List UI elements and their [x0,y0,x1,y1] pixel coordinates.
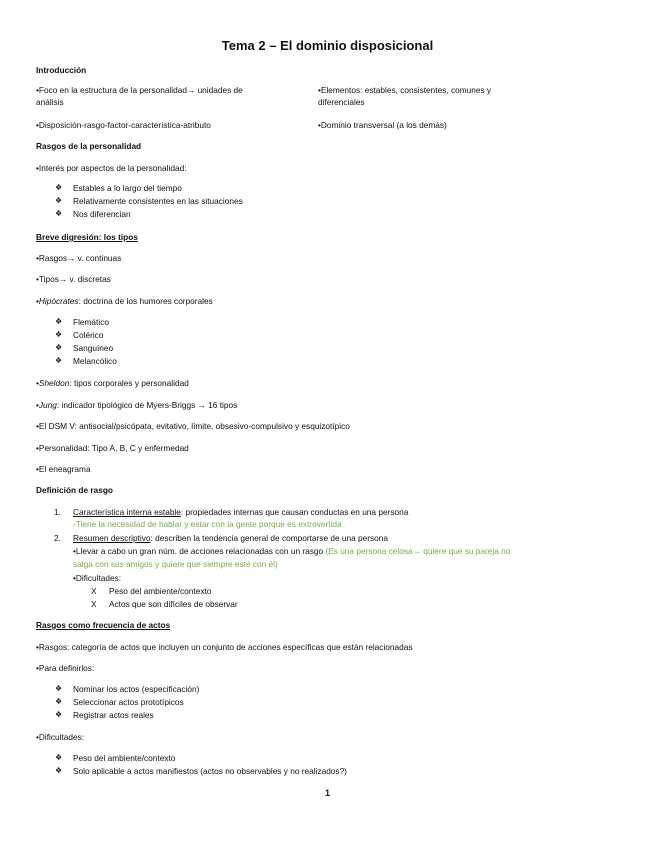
digresion-hipocrates [36,295,213,307]
diamond-icon: ❖ [55,209,63,218]
list-item: Melancólico [73,356,117,366]
frecuencia-para-text: Para definirlos: [38,663,95,673]
definicion-dificultades [73,572,121,584]
digresion-sheldon [36,377,189,389]
arrow-icon: → [197,400,206,410]
bullet-dot: • [36,443,39,453]
bullet-dot: • [36,464,39,474]
diamond-icon: ❖ [55,753,63,762]
digresion-jung [36,399,237,411]
section-heading-definicion: Definición de rasgo [36,485,113,495]
digresion-tipos-text-2: v. discretas [67,274,111,284]
bullet-dot: • [36,296,39,306]
resumen-term: Resumen descriptivo [73,533,151,543]
bullet-dot: • [73,573,76,583]
list-item: Peso del ambiente/contexto [73,753,176,763]
arrow-icon: → [412,546,421,556]
bullet-dot: • [36,120,39,130]
diamond-icon: ❖ [55,684,63,693]
resumen-example-green-cont: salga con sus amigos y quiere que siempre esté con él) [73,559,278,569]
digresion-tipos-text: Tipos [38,274,59,284]
bullet-dot: • [36,85,39,95]
digresion-eneagrama [36,463,91,475]
definicion-resumen [73,532,388,544]
frecuencia-para [36,662,94,674]
list-item: Actos que son difíciles de observar [109,599,238,609]
intro-elementos-text: Elementos: estables, consistentes, comunes y [320,85,492,95]
list-item: Peso del ambiente/contexto [109,586,212,596]
x-bullet: X [91,586,97,596]
dsm-text: El DSM V: antisocial/psicópata, evitativo, límite, obsesivo-compulsivo y esquizotípico [38,421,350,431]
section-heading-frecuencia: Rasgos como frecuencia de actos [36,620,171,630]
definicion-caracteristica [73,506,408,518]
list-item: Estables a lo largo del tiempo [73,183,182,193]
intro-foco-cont: análisis [36,97,64,107]
bullet-dot: • [318,85,321,95]
intro-dominio [318,119,447,131]
personalidad-text: Personalidad: Tipo A, B, C y enfermedad [38,443,189,453]
diamond-icon: ❖ [55,317,63,326]
bullet-dot: • [73,546,76,556]
x-bullet: X [91,599,97,609]
intro-foco-text: Foco en la estructura de la personalidad [38,85,187,95]
arrow-icon: → [67,253,76,263]
diamond-icon: ❖ [55,196,63,205]
intro-dominio-text: Dominio transversal (a los demás) [320,120,447,130]
list-number: 1. [54,507,61,517]
section-heading-introduccion: Introducción [36,65,87,75]
digresion-rasgos-text: Rasgos [38,253,68,263]
intro-disposicion [36,119,211,131]
diamond-icon: ❖ [55,183,63,192]
bullet-dot: • [36,400,39,410]
definicion-example-green: -Tiene la necesidad de hablar y estar con la gente porque es extrovertida [73,519,342,529]
sheldon-name: Sheldon [38,378,70,388]
list-item: Nominar los actos (especificación) [73,684,200,694]
frecuencia-dificultades-text: Dificultades: [38,732,85,742]
sheldon-text: : tipos corporales y personalidad [69,378,189,388]
list-item: Solo aplicable a actos manifiestos (actos no observables y no realizados?) [73,766,347,776]
diamond-icon: ❖ [55,343,63,352]
diamond-icon: ❖ [55,766,63,775]
bullet-dot: • [318,120,321,130]
list-item: Flemático [73,317,109,327]
bullet-dot: • [36,253,39,263]
eneagrama-text: El eneagrama [38,464,91,474]
resumen-text: : describen la tendencia general de comportarse de una persona [150,533,389,543]
intro-foco [36,84,243,96]
bullet-dot: • [36,378,39,388]
bullet-dot: • [36,642,39,652]
list-item: Relativamente consistentes en las situaciones [73,196,243,206]
hipocrates-name: Hipócrates [38,296,79,306]
resumen-example-green: (Es una persona celosa [325,546,413,556]
resumen-example-green-2: quiere que su pareja no [420,546,511,556]
bullet-dot: • [36,663,39,673]
frecuencia-dificultades [36,731,84,743]
resumen-sub-text: Llevar a cabo un gran núm. de acciones relacionadas con un rasgo [75,546,326,556]
bullet-dot: • [36,421,39,431]
digresion-personalidad [36,442,189,454]
caracteristica-text: : propiedades internas que causan conductas en una persona [180,507,409,517]
bullet-dot: • [36,274,39,284]
definicion-resumen-sub [73,545,510,557]
diamond-icon: ❖ [55,356,63,365]
bullet-dot: • [36,163,39,173]
bullet-dot: • [36,732,39,742]
digresion-dsm [36,420,350,432]
arrow-icon: → [186,85,196,95]
page-title: Tema 2 – El dominio disposicional [221,38,434,53]
hipocrates-text: : doctrina de los humores corporales [78,296,213,306]
list-item: Colérico [73,330,104,340]
diamond-icon: ❖ [55,710,63,719]
rasgos-interes [36,162,187,174]
digresion-rasgos-text-2: v. continuas [75,253,122,263]
caracteristica-term: Característica interna estable [73,507,181,517]
intro-elementos [318,84,491,96]
section-heading-rasgos: Rasgos de la personalidad [36,141,142,151]
rasgos-interes-text: Interés por aspectos de la personalidad: [38,163,187,173]
list-item: Registrar actos reales [73,710,154,720]
jung-text-2: 16 tipos [205,400,238,410]
diamond-icon: ❖ [55,330,63,339]
jung-name: Jung [38,400,57,410]
arrow-icon: → [58,274,68,284]
digresion-rasgos [36,252,121,264]
section-heading-digresion: Breve digresión: los tipos [36,232,138,242]
jung-text: : indicador tipológico de Myers-Briggs [56,400,198,410]
frecuencia-rasgos [36,641,413,653]
intro-disposicion-text: Disposición-rasgo-factor-característica-atributo [38,120,211,130]
page-number: 1 [324,788,330,798]
frecuencia-rasgos-text: Rasgos: categoría de actos que incluyen un conjunto de acciones específicas que están relacionadas [38,642,413,652]
list-item: Sanguíneo [73,343,114,353]
intro-foco-text-2: unidades de [195,85,243,95]
list-item: Seleccionar actos prototípicos [73,697,184,707]
digresion-tipos [36,273,111,285]
list-item: Nos diferencian [73,209,131,219]
definicion-dificultades-text: Dificultades: [75,573,122,583]
list-number: 2. [54,533,61,543]
intro-elementos-cont: diferenciales [318,97,365,107]
diamond-icon: ❖ [55,697,63,706]
